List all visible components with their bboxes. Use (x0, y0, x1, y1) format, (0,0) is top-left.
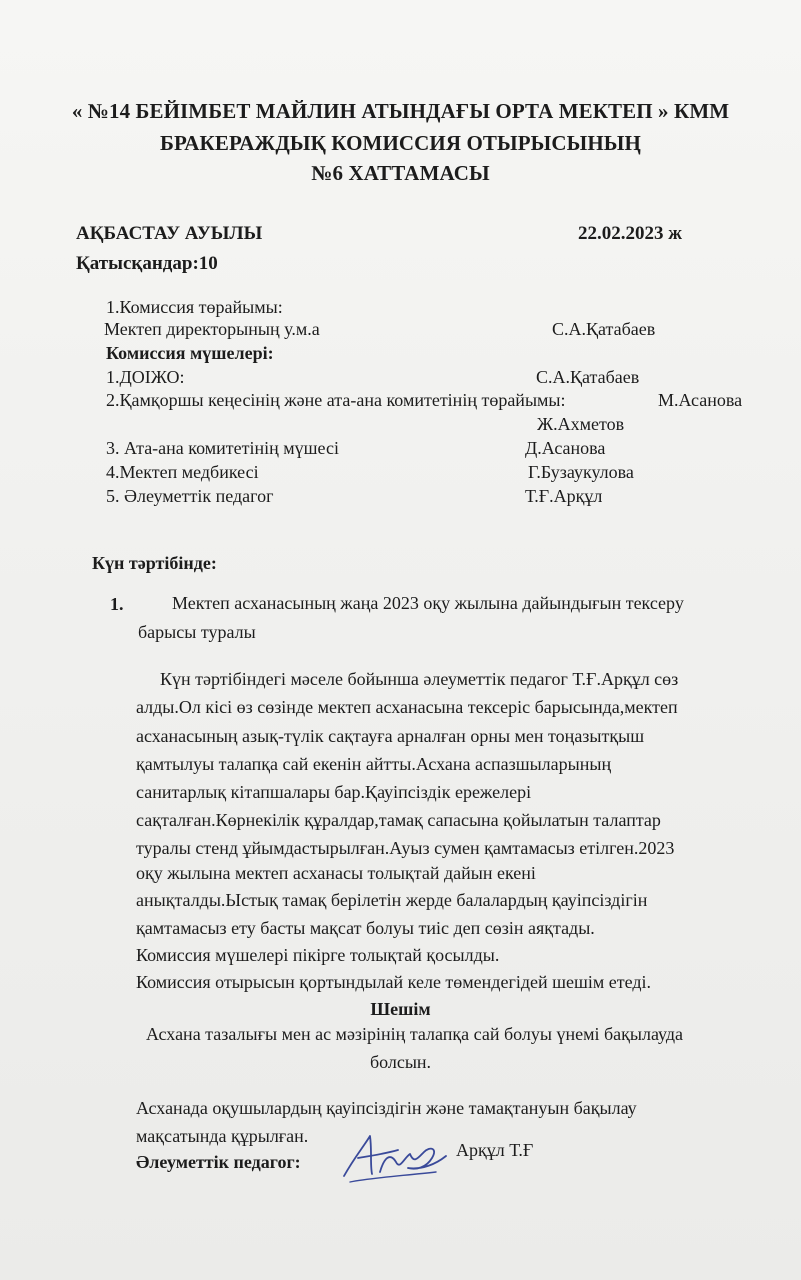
member-name: М.Асанова (658, 390, 743, 410)
body-line: Комиссия отырысын қортындылай келе төмендегідей шешім етеді. (136, 972, 651, 992)
member-name: Ж.Ахметов (537, 414, 625, 434)
agenda-item-number: 1. (110, 594, 124, 614)
signature-label: Әлеуметтік педагог: (136, 1152, 301, 1172)
body-line: алды.Ол кісі өз сөзінде мектеп асханасына тексеріс барысында,мектеп (136, 697, 678, 717)
decision-text: мақсатында құрылған. (136, 1126, 309, 1146)
decision-text: болсын. (369, 1052, 432, 1072)
chair-name: С.А.Қатабаев (552, 319, 656, 339)
body-line: Комиссия мүшелері пікірге толықтай қосылды. (136, 945, 500, 965)
member-name: Д.Асанова (525, 438, 606, 458)
agenda-item-text: барысы туралы (138, 622, 256, 642)
handwritten-signature (340, 1128, 450, 1188)
chair-role: Мектеп директорының у.м.а (104, 319, 320, 339)
agenda-heading: Күн тәртібінде: (92, 553, 217, 573)
body-line: сақталған.Көрнекілік құралдар,тамақ сапасына қойылатын талаптар (136, 810, 661, 830)
decision-text: Асхана тазалығы мен ас мәзірінің талапқа сай болуы үнемі бақылауда (146, 1024, 684, 1044)
date-label: 22.02.2023 ж (578, 223, 683, 244)
body-line: қамтылуы талапқа сай екенін айтты.Асхана аспазшыларының (136, 754, 612, 774)
body-line: туралы стенд ұйымдастырылған.Ауыз сумен қамтамасыз етілген.2023 (136, 838, 675, 858)
body-line: Күн тәртібіндегі мәселе бойынша әлеуметтік педагог Т.Ғ.Арқұл сөз (160, 669, 679, 689)
member-role: 2.Қамқоршы кеңесінің және ата-ана комитетінің төрайымы: (106, 390, 566, 410)
place-label: АҚБАСТАУ АУЫЛЫ (76, 223, 263, 244)
members-label: Комиссия мүшелері: (106, 343, 274, 363)
decision-heading: Шешім (370, 999, 431, 1019)
body-line: санитарлық кітапшалары бар.Қауіпсіздік ережелері (136, 782, 532, 802)
member-name: Т.Ғ.Арқұл (525, 486, 603, 506)
body-line: қамтамасыз ету басты мақсат болуы тиіс деп сөзін аяқтады. (136, 918, 595, 938)
decision-text: Асханада оқушылардың қауіпсіздігін және тамақтануын бақылау (136, 1098, 637, 1118)
header-school-name: « №14 БЕЙІМБЕТ МАЙЛИН АТЫНДАҒЫ ОРТА МЕКТЕП » КММ (71, 99, 730, 123)
member-role: 5. Әлеуметтік педагог (106, 486, 274, 506)
signature-name: Арқұл Т.Ғ (456, 1140, 534, 1160)
body-line: анықталды.Ыстық тамақ берілетін жерде балалардың қауіпсіздігін (136, 890, 648, 910)
member-role: 3. Ата-ана комитетінің мүшесі (106, 438, 339, 458)
body-line: асханасының азық-түлік сақтауға арналған орны мен тоңазытқыш (136, 726, 645, 746)
member-name: С.А.Қатабаев (536, 367, 640, 387)
chair-label: 1.Комиссия төрайымы: (106, 297, 283, 317)
participants-label: Қатысқандар:10 (76, 253, 218, 274)
agenda-item-text: Мектеп асханасының жаңа 2023 оқу жылына дайындығын тексеру (172, 593, 684, 613)
header-commission-title: БРАКЕРАЖДЫҚ КОМИССИЯ ОТЫРЫСЫНЫҢ (160, 131, 641, 155)
header-protocol-number: №6 ХАТТАМАСЫ (311, 161, 490, 185)
member-role: 4.Мектеп медбикесі (106, 462, 259, 482)
body-line: оқу жылына мектеп асханасы толықтай дайын екені (136, 863, 536, 883)
member-role: 1.ДОІЖО: (106, 367, 185, 387)
member-name: Г.Бузаукулова (528, 462, 634, 482)
